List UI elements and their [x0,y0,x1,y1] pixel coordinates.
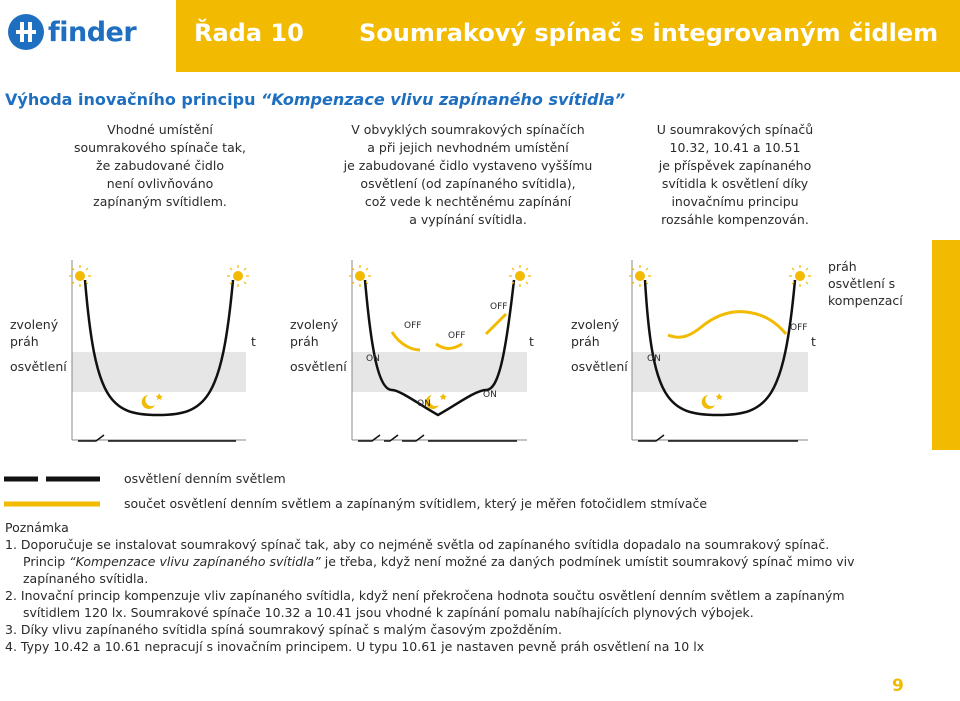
section-heading [5,90,625,109]
text-line: inovačnímu principu [671,194,799,209]
threshold-label-line2: práh [10,334,39,349]
text-line: osvětlení (od zapínaného svítidla), [360,176,576,191]
text-line: není ovlivňováno [106,176,214,191]
moon-icon [702,393,723,409]
on-label: ON [647,354,661,364]
text-line: soumrakového spínače tak, [74,140,246,155]
legend-sum-label: součet osvětlení denním světlem a zapínaným svítidlem, který je měřen fotočidlem stmívače [124,496,708,511]
text-line: a vypínání svítidla. [409,212,527,227]
column-3-text [630,121,840,229]
threshold-label-line3: osvětlení [571,359,628,374]
threshold-label-line3: osvětlení [290,359,347,374]
sun-icon [789,265,811,287]
off-label: OFF [404,321,422,331]
note-item [5,536,945,553]
daylight-curve [645,280,795,415]
threshold-label-line1: zvolený [290,317,339,332]
heading-italic: “Kompenzace vlivu zapínaného svítidla” [261,90,626,109]
time-axis-label: t [811,334,816,349]
time-axis-label: t [251,334,256,349]
text-line: je příspěvek zapínaného [658,158,812,173]
on-label: ON [417,399,431,409]
note-text: Inovační princip kompenzuje vliv zapínaného svítidla, když není překročena hodnota součtu osvětlení denním světlem a zapínaným [20,588,845,603]
column-2-text [318,121,618,229]
on-label: ON [483,390,497,400]
text-line: což vede k nechtěnému zapínání [364,194,572,209]
sun-icon [509,265,531,287]
note-text: je třeba, když není možné za daných podmínek umístit soumrakový spínač mimo viv [320,554,855,569]
note-item [5,638,945,655]
diagram-panel-2 [290,260,534,441]
off-label: OFF [790,323,808,333]
text-line: Vhodné umístění [107,122,213,137]
note-italic: “Kompenzace vlivu zapínaného svítidla” [69,554,321,569]
side-accent-bar [932,240,960,450]
page-title: Soumrakový spínač s integrovaným čidlem [359,19,939,47]
threshold-label-line2: práh [290,334,319,349]
text-line: a při jejich nevhodném umístění [367,140,569,155]
notes-section [5,519,945,655]
sun-icon [227,265,249,287]
series-title: Řada 10 [194,19,304,47]
note-item [5,553,945,570]
note-text: Doporučuje se instalovat soumrakový spínač tak, aby co nejméně světla od zapínaného svítidla dopadalo na soumrakový spínač. [20,537,830,552]
compensation-diagrams [0,240,960,450]
column-1-text [40,121,280,211]
diagram-panel-3 [571,259,903,441]
moon-icon [142,393,163,409]
note-item [5,587,945,604]
finder-logo [8,14,136,50]
time-axis-label: t [529,334,534,349]
text-line: je zabudované čidlo vystaveno vyššímu [343,158,593,173]
compensated-label-line1: práh [828,259,857,274]
note-number: 2. [5,588,17,603]
text-line: že zabudované čidlo [96,158,224,173]
note-text: Princip [23,554,70,569]
compensated-label-line3: kompenzací [828,293,903,308]
note-text: Typy 10.42 a 10.61 nepracují s inovačním principem. U typu 10.61 je nastaven pevně práh osvětlení na 10 lx [20,639,705,654]
legend-swatches [4,473,104,513]
threshold-label-line1: zvolený [10,317,59,332]
page-number: 9 [892,676,904,696]
note-item [5,570,945,587]
text-line: V obvyklých soumrakových spínačích [351,122,585,137]
combined-light-curve [392,332,420,350]
text-line: 10.32, 10.41 a 10.51 [669,140,801,155]
text-line: rozsáhle kompenzován. [661,212,809,227]
note-text: zapínaného svítidla. [23,571,149,586]
finder-logo-icon [8,14,44,50]
note-item [5,604,945,621]
logo-text: finder [48,16,137,48]
off-label: OFF [448,331,466,341]
text-line: svítidla k osvětlení díky [661,176,809,191]
heading-prefix: Výhoda inovačního principu [5,90,262,109]
note-item [5,621,945,638]
off-label: OFF [490,302,508,312]
on-label: ON [366,354,380,364]
compensated-label-line2: osvětlení s [828,276,896,291]
threshold-label-line3: osvětlení [10,359,67,374]
notes-title: Poznámka [5,520,69,535]
note-number: 4. [5,639,17,654]
note-number: 3. [5,622,17,637]
text-line: zapínaným svítidlem. [93,194,227,209]
note-number: 1. [5,537,17,552]
header-banner [176,0,960,72]
legend-daylight-label: osvětlení denním světlem [124,471,286,486]
text-line: U soumrakových spínačů [656,122,814,137]
note-text: Díky vlivu zapínaného svítidla spíná soumrakový spínač s malým časovým zpožděním. [20,622,562,637]
diagram-panel-1 [10,260,256,441]
note-text: svítidlem 120 lx. Soumrakové spínače 10.32 a 10.41 jsou vhodné k zapínání pomalu nabíhajících plynových výbojek. [23,605,754,620]
threshold-label-line2: práh [571,334,600,349]
threshold-label-line1: zvolený [571,317,620,332]
combined-light-curve [486,314,506,334]
combined-light-curve [436,344,462,349]
compensation-curve [668,312,786,338]
